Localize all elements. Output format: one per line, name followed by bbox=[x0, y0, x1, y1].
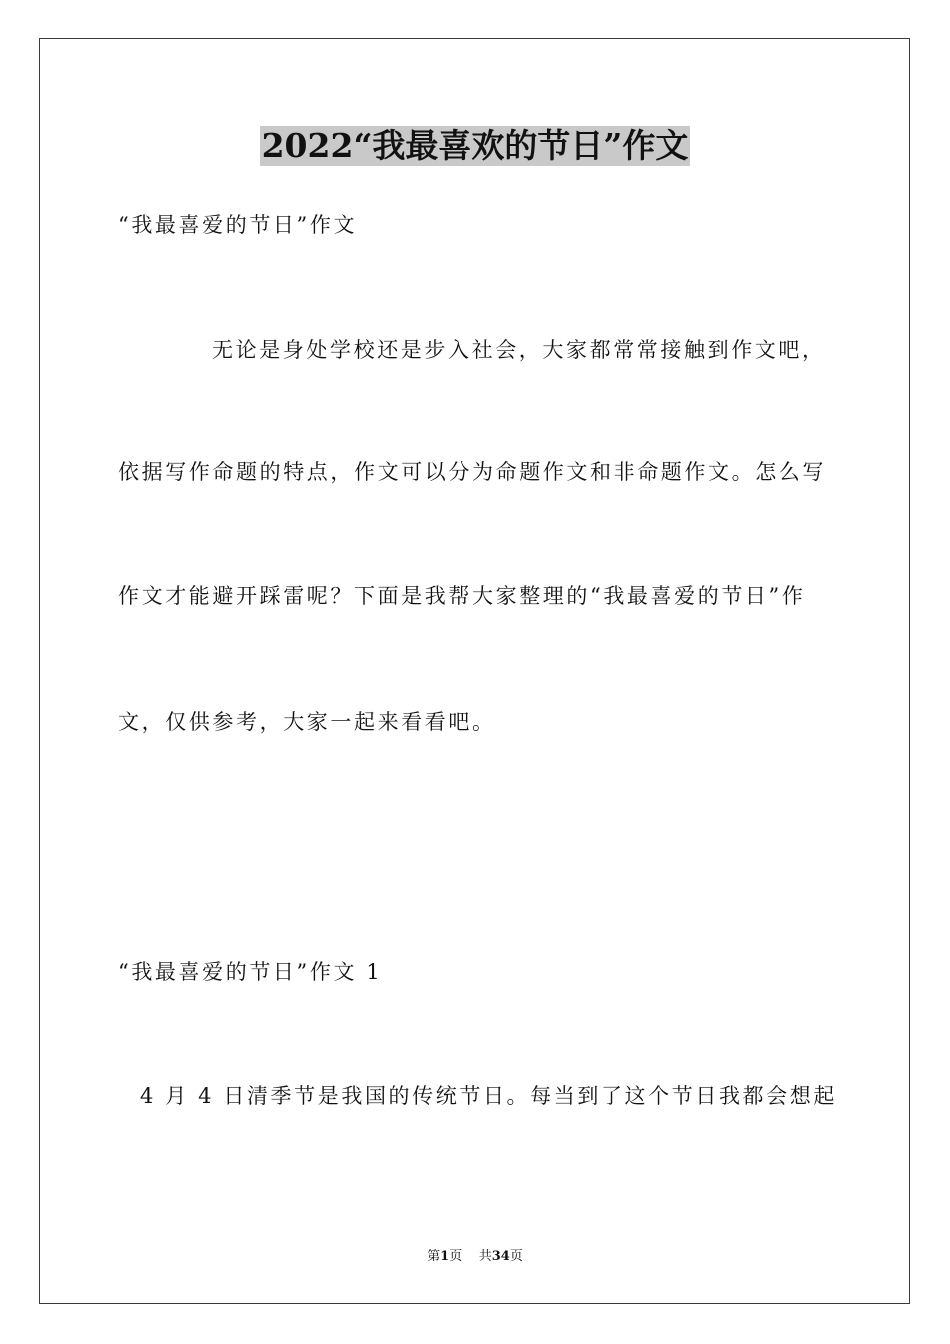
intro-line-2: 依据写作命题的特点，作文可以分为命题作文和非命题作文。怎么写 bbox=[118, 460, 826, 484]
intro-line-4: 文，仅供参考，大家一起来看看吧。 bbox=[118, 710, 496, 734]
document-title: 2022“我最喜欢的节日”作文 bbox=[261, 126, 689, 165]
intro-line-3: 作文才能避开踩雷呢？下面是我帮大家整理的“我最喜爱的节日”作 bbox=[118, 584, 806, 608]
section-line-1: 4 月 4 日清季节是我国的传统节日。每当到了这个节日我都会想起 bbox=[140, 1084, 837, 1108]
footer-total-prefix: 共 bbox=[478, 1249, 492, 1264]
footer-page-number: 1 bbox=[440, 1249, 450, 1264]
document-subtitle: “我最喜爱的节日”作文 bbox=[118, 213, 358, 237]
intro-line-1: 无论是身处学校还是步入社会，大家都常常接触到作文吧， bbox=[212, 338, 826, 362]
page-footer bbox=[0, 1248, 950, 1266]
footer-page-prefix: 第 bbox=[427, 1249, 441, 1264]
title-container bbox=[0, 126, 950, 166]
footer-total-pages: 34 bbox=[491, 1249, 510, 1264]
section-heading: “我最喜爱的节日”作文 1 bbox=[118, 960, 383, 984]
footer-total-suffix: 页 bbox=[509, 1249, 523, 1264]
footer-page-suffix: 页 bbox=[449, 1249, 463, 1264]
